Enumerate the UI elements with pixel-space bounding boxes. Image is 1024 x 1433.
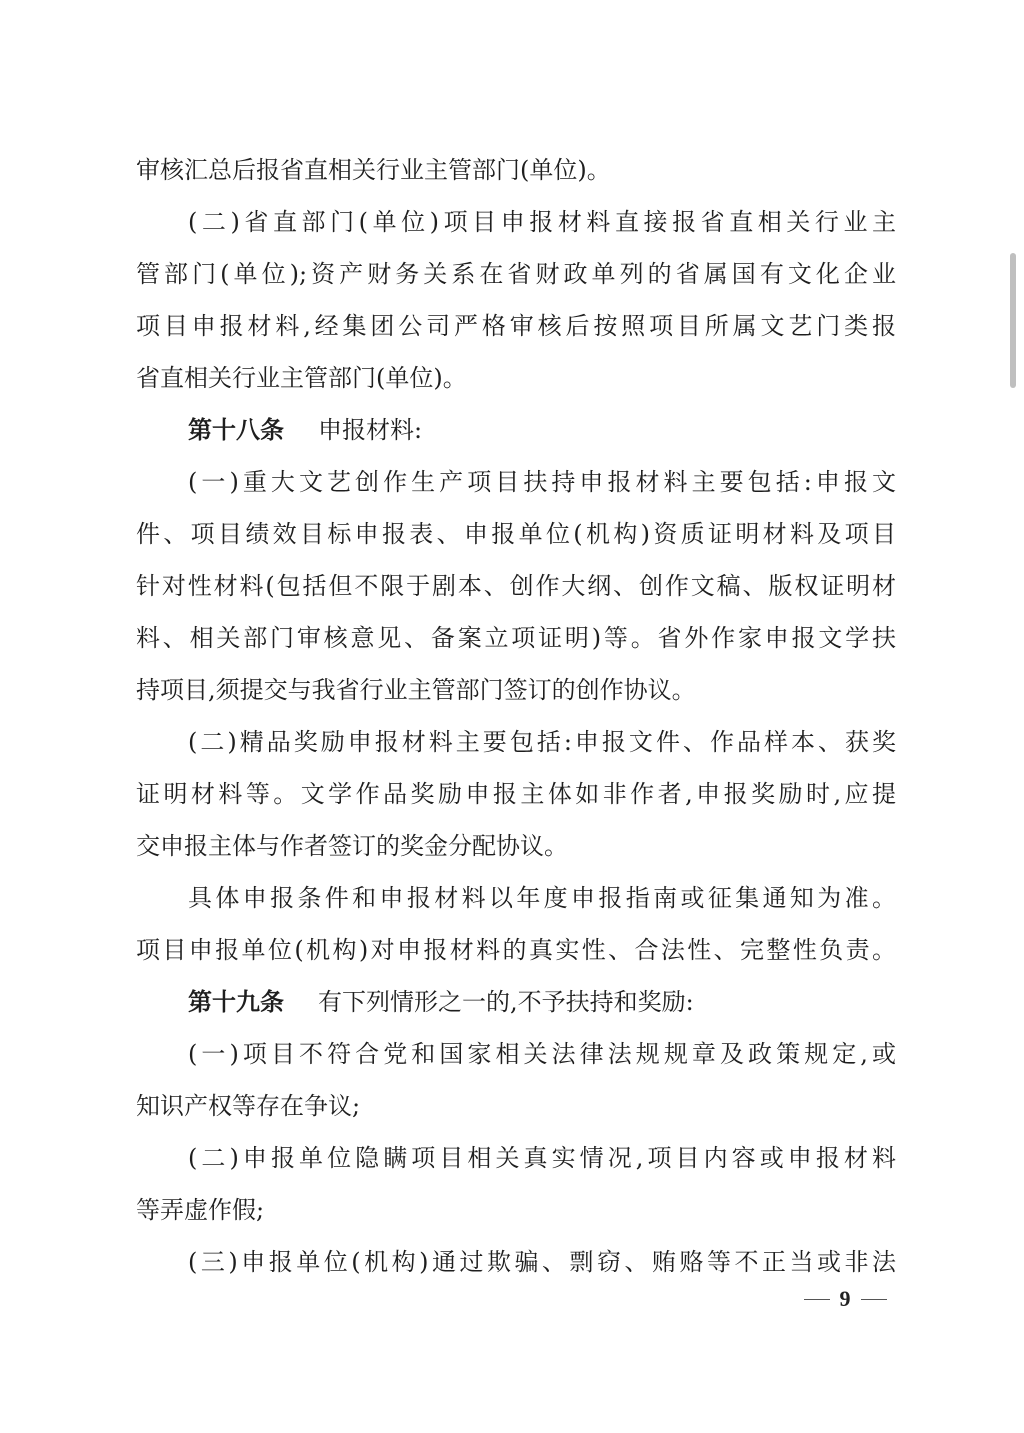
body-line: (一)项目不符合党和国家相关法律法规规章及政策规定,或 [188,1040,896,1068]
page-number [780,1282,910,1316]
body-line: 项目申报材料,经集团公司严格审核后按照项目所属文艺门类报 [136,312,896,340]
body-line: 持项目,须提交与我省行业主管部门签订的创作协议。 [136,676,696,704]
page-number-value: 9 [839,1286,851,1311]
article-19-heading: 第十九条 [188,987,284,1016]
body-line: (一)重大文艺创作生产项目扶持申报材料主要包括:申报文 [188,468,896,496]
body-line: 项目申报单位(机构)对申报材料的真实性、合法性、完整性负责。 [136,936,896,964]
page-number-dash-right [861,1299,887,1300]
body-line: (三)申报单位(机构)通过欺骗、剽窃、贿赂等不正当或非法 [188,1248,896,1276]
body-line: 审核汇总后报省直相关行业主管部门(单位)。 [136,156,611,184]
body-line: (二)申报单位隐瞒项目相关真实情况,项目内容或申报材料 [188,1144,896,1172]
body-line: 证明材料等。文学作品奖励申报主体如非作者,申报奖励时,应提 [136,780,896,808]
body-line: 料、相关部门审核意见、备案立项证明)等。省外作家申报文学扶 [136,624,896,652]
article-18-line [188,410,896,450]
body-line: (二)省直部门(单位)项目申报材料直接报省直相关行业主 [188,208,896,236]
body-line: 件、项目绩效目标申报表、申报单位(机构)资质证明材料及项目 [136,520,896,548]
page-number-dash-left [804,1299,830,1300]
vertical-scrollbar[interactable] [1010,253,1016,388]
body-line: 省直相关行业主管部门(单位)。 [136,364,467,392]
article-18-heading: 第十八条 [188,415,284,444]
body-line: 针对性材料(包括但不限于剧本、创作大纲、创作文稿、版权证明材 [136,572,896,600]
body-line: 等弄虚作假; [136,1196,265,1224]
body-line: 具体申报条件和申报材料以年度申报指南或征集通知为准。 [188,884,896,912]
body-line: 管部门(单位);资产财务关系在省财政单列的省属国有文化企业 [136,260,896,288]
article-19-text: 有下列情形之一的,不予扶持和奖励: [318,988,694,1016]
article-19-line [188,982,896,1022]
body-line: 交申报主体与作者签订的奖金分配协议。 [136,832,568,860]
article-18-text: 申报材料: [318,416,423,444]
body-line: 知识产权等存在争议; [136,1092,361,1120]
body-line: (二)精品奖励申报材料主要包括:申报文件、作品样本、获奖 [188,728,896,756]
